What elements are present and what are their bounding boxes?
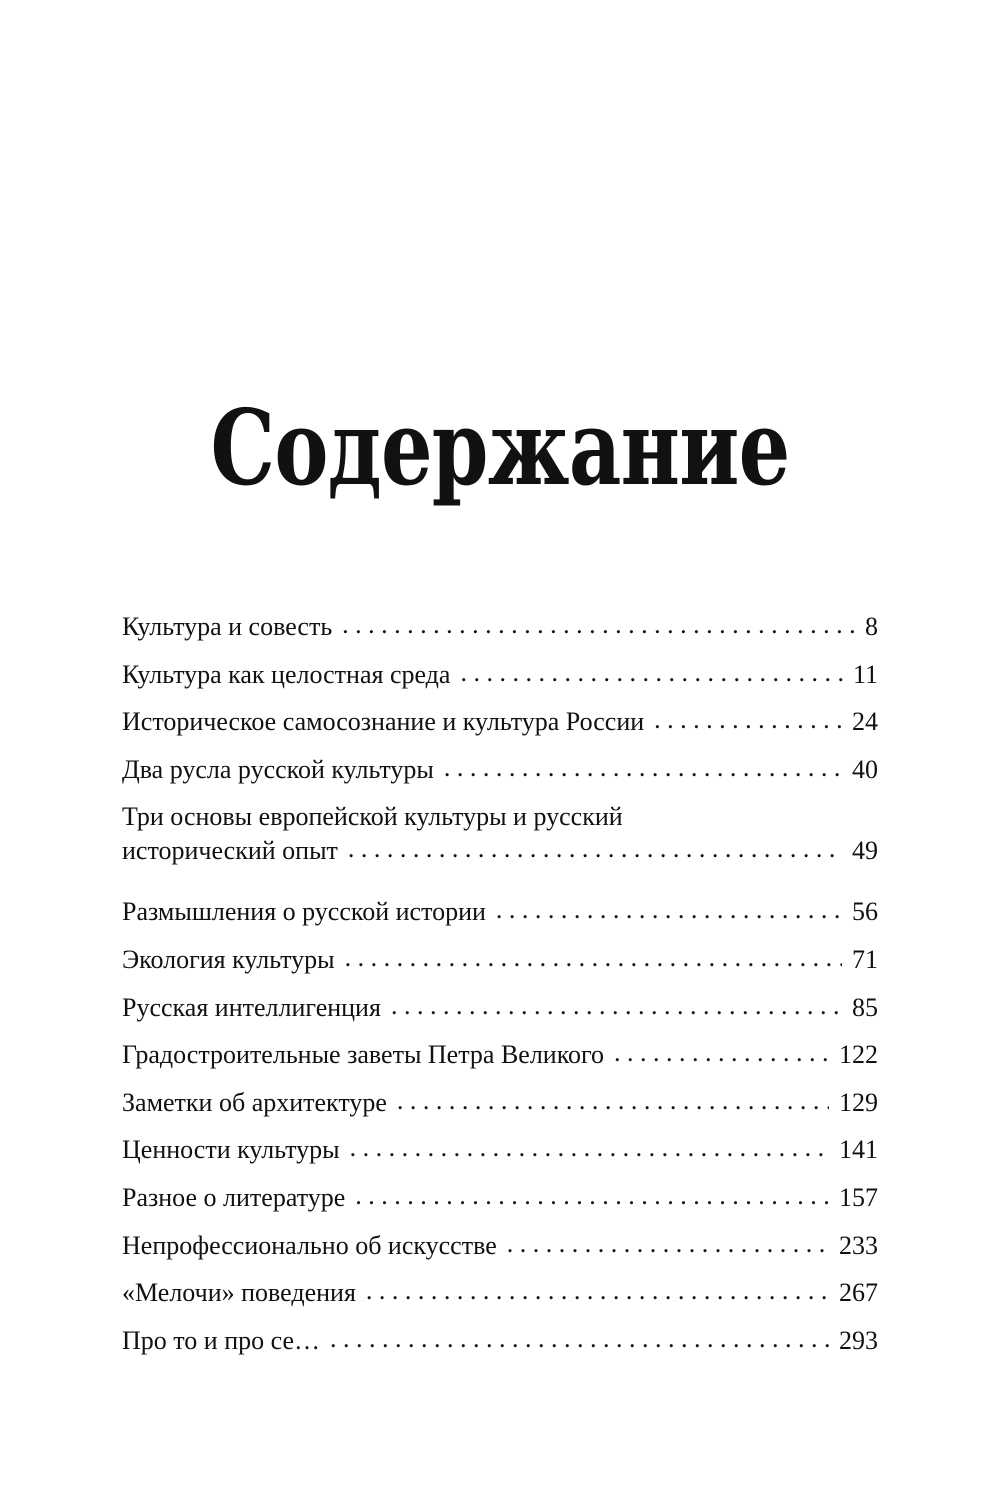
toc-entry [122, 658, 878, 692]
toc-entry-title: Экология культуры [122, 943, 345, 977]
toc-entry [122, 943, 878, 977]
dot-leader [355, 1179, 829, 1213]
toc-page-number: 233 [829, 1229, 878, 1263]
toc-entry-title: Ценности культуры [122, 1133, 350, 1167]
dot-leader [496, 893, 842, 927]
toc-entry [122, 1086, 878, 1120]
table-of-contents [122, 610, 878, 1371]
toc-entry-title: Два русла русской культуры [122, 753, 444, 787]
toc-entry-title-line: исторический опыт [122, 834, 348, 868]
toc-entry-title-line: Три основы европейской культуры и русский [122, 802, 623, 832]
toc-entry-title: Про то и про се… [122, 1324, 330, 1358]
toc-page-number: 267 [829, 1276, 878, 1310]
toc-page-number: 49 [842, 834, 878, 868]
toc-entry-title: «Мелочи» поведения [122, 1276, 366, 1310]
toc-entry [122, 895, 878, 929]
dot-leader [654, 703, 842, 737]
toc-entry [122, 800, 878, 868]
toc-entry [122, 991, 878, 1025]
dot-leader [460, 656, 843, 690]
dot-leader [614, 1036, 829, 1070]
toc-page-number: 293 [829, 1324, 878, 1358]
toc-entry [122, 705, 878, 739]
dot-leader [397, 1084, 829, 1118]
toc-entry-title: Размышления о русской истории [122, 895, 496, 929]
dot-leader [342, 608, 855, 642]
toc-page-number: 24 [842, 705, 878, 739]
dot-leader [391, 989, 842, 1023]
toc-page-number: 11 [843, 658, 878, 692]
toc-entry [122, 610, 878, 644]
toc-entry [122, 1038, 878, 1072]
toc-page-number: 122 [829, 1038, 878, 1072]
toc-entry-title: Русская интеллигенция [122, 991, 391, 1025]
toc-page-number: 71 [842, 943, 878, 977]
toc-page-number: 40 [842, 753, 878, 787]
toc-page-number: 129 [829, 1086, 878, 1120]
toc-page-number: 141 [829, 1133, 878, 1167]
dot-leader [330, 1322, 829, 1356]
toc-page-number: 8 [855, 610, 878, 644]
toc-entry-title: Культура как целостная среда [122, 658, 460, 692]
dot-leader [348, 832, 842, 866]
toc-entry-title: Разное о литературе [122, 1181, 355, 1215]
toc-entry [122, 753, 878, 787]
toc-entry [122, 1181, 878, 1215]
toc-entry [122, 1276, 878, 1310]
toc-page-number: 157 [829, 1181, 878, 1215]
toc-entry-title: Непрофессионально об искусстве [122, 1229, 507, 1263]
toc-entry-title: Культура и совесть [122, 610, 342, 644]
toc-page-number: 85 [842, 991, 878, 1025]
dot-leader [507, 1227, 829, 1261]
toc-entry-title: Градостроительные заветы Петра Великого [122, 1038, 614, 1072]
dot-leader [366, 1274, 829, 1308]
toc-entry [122, 1324, 878, 1358]
toc-entry-title: Заметки об архитектуре [122, 1086, 397, 1120]
dot-leader [350, 1131, 829, 1165]
toc-page-number: 56 [842, 895, 878, 929]
dot-leader [444, 751, 842, 785]
page-title: Содержание [210, 386, 790, 509]
toc-entry [122, 1229, 878, 1263]
dot-leader [345, 941, 842, 975]
toc-entry [122, 1133, 878, 1167]
toc-entry-title: Историческое самосознание и культура России [122, 705, 654, 739]
